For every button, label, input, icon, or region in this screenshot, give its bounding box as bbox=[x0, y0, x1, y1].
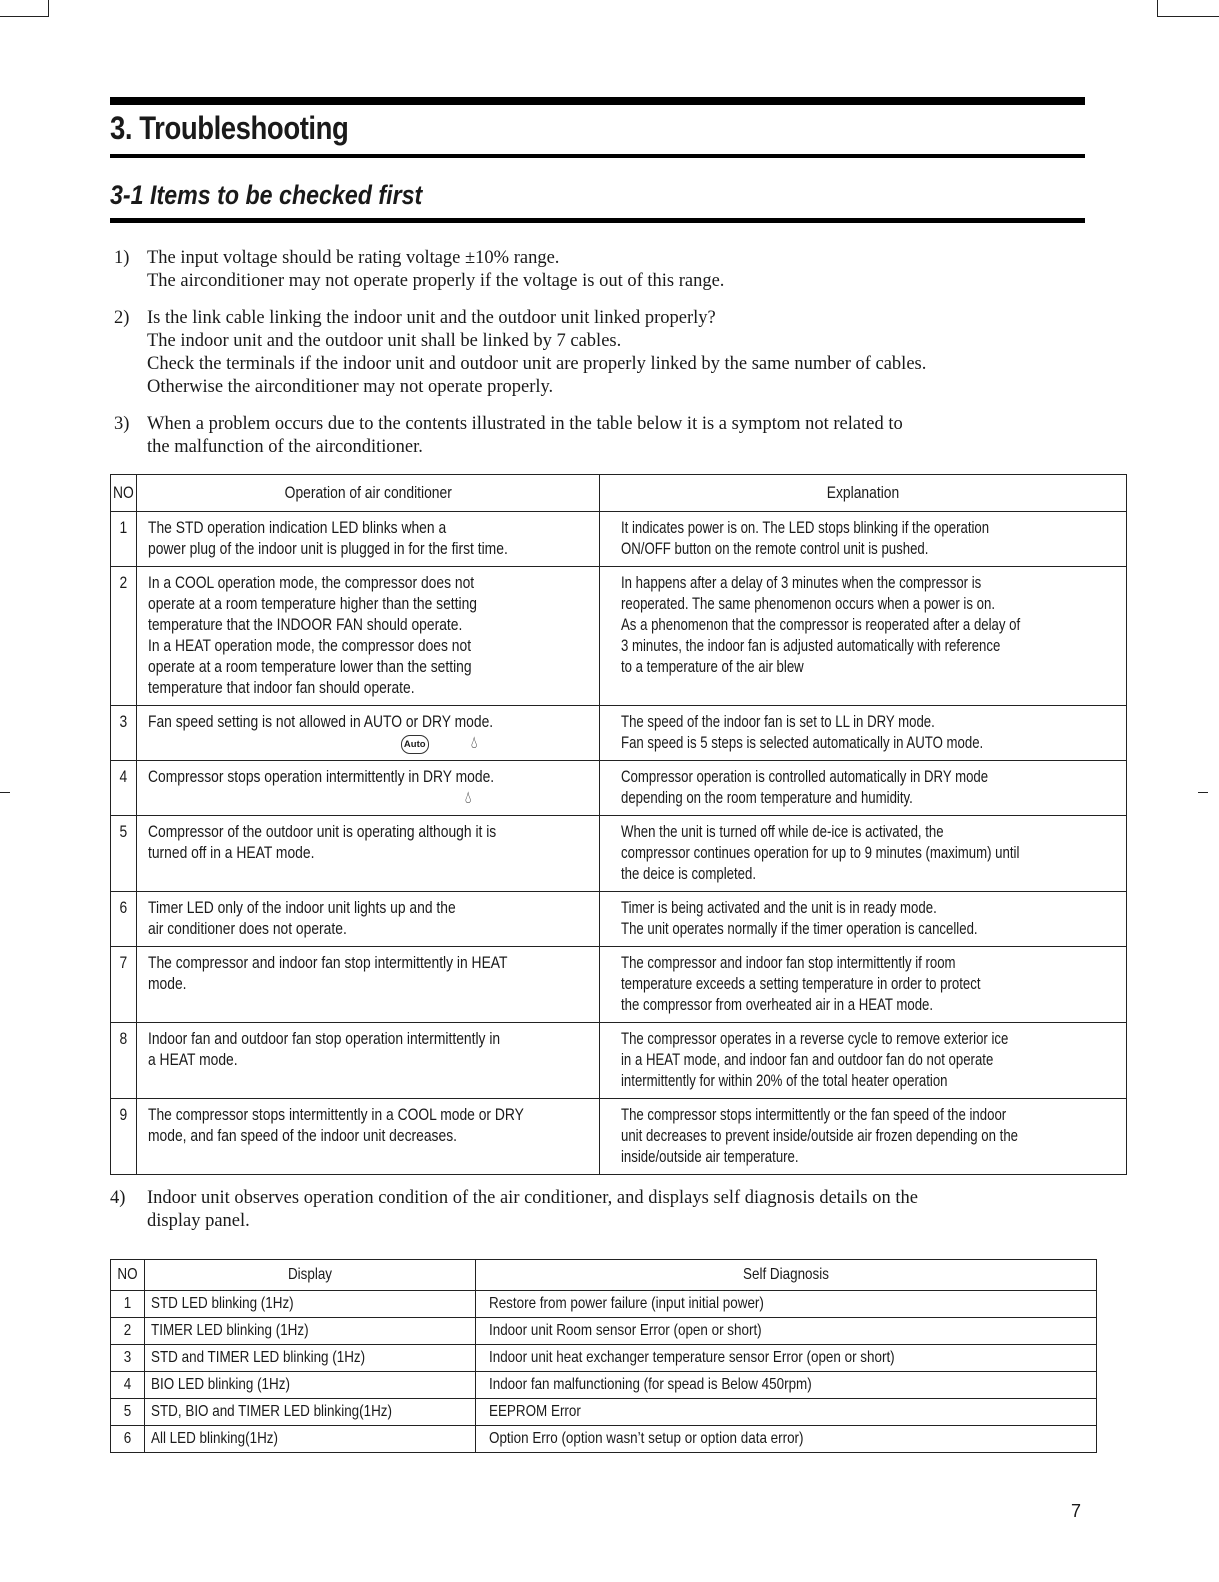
header-no: NO bbox=[111, 1260, 145, 1291]
page-number: 7 bbox=[1071, 1501, 1082, 1521]
item-number: 1) bbox=[114, 248, 130, 268]
operation-cell: Indoor fan and outdoor fan stop operation intermittently in a HEAT mode. bbox=[136, 1023, 600, 1099]
crop-mark-top-left bbox=[0, 0, 49, 17]
table-row bbox=[111, 816, 1127, 892]
header-no: NO bbox=[111, 475, 137, 512]
header-self-diagnosis: Self Diagnosis bbox=[476, 1260, 1097, 1291]
table-row bbox=[111, 947, 1127, 1023]
registration-mark-right bbox=[1198, 792, 1208, 793]
table-row bbox=[111, 1345, 1097, 1372]
table-row bbox=[111, 1023, 1127, 1099]
operation-cell: Compressor stops operation intermittently in DRY mode. 💧︎ bbox=[136, 761, 600, 816]
display-cell: STD LED blinking (1Hz) bbox=[145, 1291, 476, 1318]
operation-cell: In a COOL operation mode, the compressor does not operate at a room temperature higher than the setting temperature that the INDOOR FAN should operate. In a HEAT operation mode, the compressor does not operate at a room temperature lower than the setting temperature that indoor fan should operate. bbox=[136, 567, 600, 706]
header-operation: Operation of air conditioner bbox=[136, 475, 600, 512]
explanation-cell: The speed of the indoor fan is set to LL in DRY mode. Fan speed is 5 steps is selected automatically in AUTO mode. bbox=[600, 706, 1127, 761]
item-line: The indoor unit and the outdoor unit shall be linked by 7 cables. bbox=[147, 331, 622, 351]
title-rule bbox=[110, 154, 1085, 158]
explanation-cell: The compressor operates in a reverse cycle to remove exterior ice in a HEAT mode, and indoor fan and outdoor fan do not operate intermittently for within 20% of the total heater operation bbox=[600, 1023, 1127, 1099]
row-number: 4 bbox=[111, 761, 137, 816]
table-header-row bbox=[111, 1260, 1097, 1291]
diagnosis-cell: Indoor unit heat exchanger temperature sensor Error (open or short) bbox=[476, 1345, 1097, 1372]
header-explanation: Explanation bbox=[600, 475, 1127, 512]
row-number: 5 bbox=[111, 816, 137, 892]
item-number: 2) bbox=[114, 308, 130, 328]
table-row bbox=[111, 1426, 1097, 1453]
row-number: 3 bbox=[111, 1345, 145, 1372]
item-line: Is the link cable linking the indoor unit and the outdoor unit linked properly? bbox=[147, 308, 716, 328]
symptom-table bbox=[110, 474, 1127, 1175]
item-line: Indoor unit observes operation condition of the air conditioner, and displays self diagnosis details on the bbox=[147, 1188, 918, 1208]
item-line: The input voltage should be rating voltage ±10% range. bbox=[147, 248, 560, 268]
row-number: 5 bbox=[111, 1399, 145, 1426]
row-number: 6 bbox=[111, 892, 137, 947]
explanation-cell: The compressor and indoor fan stop intermittently if room temperature exceeds a setting temperature in order to protect the compressor from overheated air in a HEAT mode. bbox=[600, 947, 1127, 1023]
row-number: 9 bbox=[111, 1099, 137, 1175]
row-number: 7 bbox=[111, 947, 137, 1023]
display-cell: STD and TIMER LED blinking (1Hz) bbox=[145, 1345, 476, 1372]
operation-cell: The compressor stops intermittently in a COOL mode or DRY mode, and fan speed of the indoor unit decreases. bbox=[136, 1099, 600, 1175]
auto-mode-icon: Auto bbox=[401, 735, 429, 754]
item-line: display panel. bbox=[147, 1211, 250, 1231]
header-display: Display bbox=[145, 1260, 476, 1291]
table-row bbox=[111, 1099, 1127, 1175]
operation-cell: Fan speed setting is not allowed in AUTO or DRY mode. Auto 💧︎ bbox=[136, 706, 600, 761]
operation-cell: Compressor of the outdoor unit is operating although it is turned off in a HEAT mode. bbox=[136, 816, 600, 892]
display-cell: BIO LED blinking (1Hz) bbox=[145, 1372, 476, 1399]
display-cell: TIMER LED blinking (1Hz) bbox=[145, 1318, 476, 1345]
item-line: The airconditioner may not operate properly if the voltage is out of this range. bbox=[147, 271, 725, 291]
explanation-cell: In happens after a delay of 3 minutes when the compressor is reoperated. The same phenomenon occurs when a power is on. As a phenomenon that the compressor is reoperated after a delay of 3 minutes, the indoor fan is adjusted automatically with reference to a temperature of the air blew bbox=[600, 567, 1127, 706]
item-line: Check the terminals if the indoor unit and outdoor unit are properly linked by the same number of cables. bbox=[147, 354, 927, 374]
table-header-row bbox=[111, 475, 1127, 512]
top-rule bbox=[110, 97, 1085, 105]
item-number: 3) bbox=[114, 414, 130, 434]
explanation-cell: The compressor stops intermittently or the fan speed of the indoor unit decreases to prevent inside/outside air frozen depending on the inside/outside air temperature. bbox=[600, 1099, 1127, 1175]
table-row bbox=[111, 706, 1127, 761]
item-number: 4) bbox=[110, 1188, 126, 1208]
diagnosis-cell: Indoor fan malfunctioning (for spead is Below 450rpm) bbox=[476, 1372, 1097, 1399]
item-line: Otherwise the airconditioner may not operate properly. bbox=[147, 377, 554, 397]
item-line: the malfunction of the airconditioner. bbox=[147, 437, 423, 457]
section-rule bbox=[110, 218, 1085, 223]
crop-mark-top-right bbox=[1157, 0, 1219, 17]
table-row bbox=[111, 512, 1127, 567]
page-title: 3. Troubleshooting bbox=[110, 110, 349, 146]
diagnosis-cell: Restore from power failure (input initial power) bbox=[476, 1291, 1097, 1318]
row-number: 4 bbox=[111, 1372, 145, 1399]
table-row bbox=[111, 567, 1127, 706]
display-cell: STD, BIO and TIMER LED blinking(1Hz) bbox=[145, 1399, 476, 1426]
diagnosis-cell: EEPROM Error bbox=[476, 1399, 1097, 1426]
display-cell: All LED blinking(1Hz) bbox=[145, 1426, 476, 1453]
table-row bbox=[111, 1399, 1097, 1426]
operation-cell: Timer LED only of the indoor unit lights up and the air conditioner does not operate. bbox=[136, 892, 600, 947]
operation-cell: The compressor and indoor fan stop intermittently in HEAT mode. bbox=[136, 947, 600, 1023]
row-number: 2 bbox=[111, 1318, 145, 1345]
table-row bbox=[111, 761, 1127, 816]
self-diagnosis-table bbox=[110, 1259, 1097, 1453]
explanation-cell: When the unit is turned off while de-ice is activated, the compressor continues operation for up to 9 minutes (maximum) until the deice is completed. bbox=[600, 816, 1127, 892]
dry-mode-icon: 💧︎ bbox=[464, 788, 472, 808]
row-number: 1 bbox=[111, 512, 137, 567]
table-row bbox=[111, 1291, 1097, 1318]
operation-cell: The STD operation indication LED blinks when a power plug of the indoor unit is plugged in for the first time. bbox=[136, 512, 600, 567]
table-row bbox=[111, 1318, 1097, 1345]
table-row bbox=[111, 892, 1127, 947]
row-number: 8 bbox=[111, 1023, 137, 1099]
row-number: 2 bbox=[111, 567, 137, 706]
row-number: 1 bbox=[111, 1291, 145, 1318]
explanation-cell: Compressor operation is controlled automatically in DRY mode depending on the room temperature and humidity. bbox=[600, 761, 1127, 816]
item-line: When a problem occurs due to the contents illustrated in the table below it is a symptom not related to bbox=[147, 414, 903, 434]
diagnosis-cell: Option Erro (option wasn’t setup or option data error) bbox=[476, 1426, 1097, 1453]
explanation-cell: Timer is being activated and the unit is in ready mode. The unit operates normally if the timer operation is cancelled. bbox=[600, 892, 1127, 947]
registration-mark-left bbox=[0, 792, 10, 793]
row-number: 3 bbox=[111, 706, 137, 761]
section-title: 3-1 Items to be checked first bbox=[110, 180, 423, 210]
dry-mode-icon: 💧︎ bbox=[470, 733, 478, 753]
diagnosis-cell: Indoor unit Room sensor Error (open or short) bbox=[476, 1318, 1097, 1345]
explanation-cell: It indicates power is on. The LED stops blinking if the operation ON/OFF button on the remote control unit is pushed. bbox=[600, 512, 1127, 567]
table-row bbox=[111, 1372, 1097, 1399]
row-number: 6 bbox=[111, 1426, 145, 1453]
